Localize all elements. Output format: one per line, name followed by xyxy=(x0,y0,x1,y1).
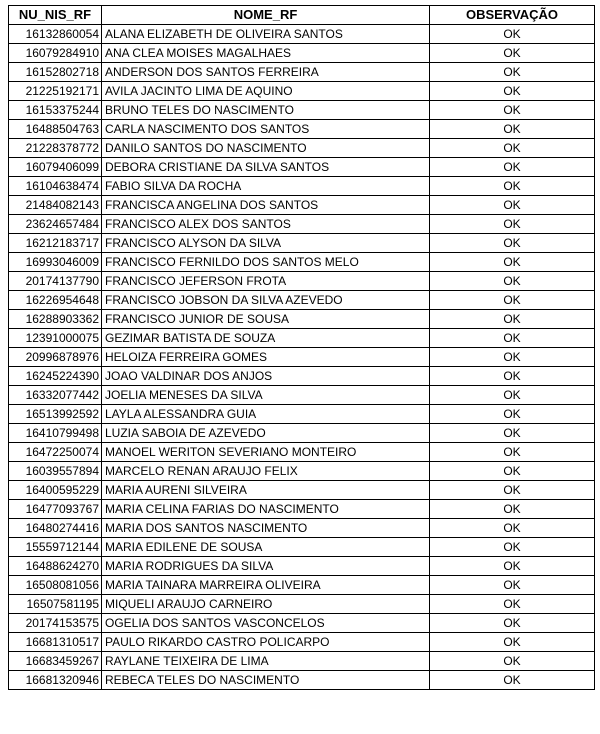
nis-cell: 16513992592 xyxy=(9,405,102,424)
nome-cell: HELOIZA FERREIRA GOMES xyxy=(102,348,430,367)
nis-cell: 16488504763 xyxy=(9,120,102,139)
nome-cell: MARCELO RENAN ARAUJO FELIX xyxy=(102,462,430,481)
table-row xyxy=(9,101,595,120)
table-row xyxy=(9,557,595,576)
table-row xyxy=(9,44,595,63)
observacao-cell: OK xyxy=(430,82,595,101)
nome-cell: FRANCISCO ALYSON DA SILVA xyxy=(102,234,430,253)
observacao-cell: OK xyxy=(430,405,595,424)
nis-cell: 16681310517 xyxy=(9,633,102,652)
observacao-cell: OK xyxy=(430,234,595,253)
observacao-cell: OK xyxy=(430,272,595,291)
nome-cell: FRANCISCO ALEX DOS SANTOS xyxy=(102,215,430,234)
nome-cell: ANA CLEA MOISES MAGALHAES xyxy=(102,44,430,63)
nis-cell: 16472250074 xyxy=(9,443,102,462)
table-body xyxy=(9,25,595,690)
table-row xyxy=(9,272,595,291)
beneficiary-table xyxy=(8,5,595,690)
observacao-cell: OK xyxy=(430,348,595,367)
nome-cell: JOAO VALDINAR DOS ANJOS xyxy=(102,367,430,386)
observacao-cell: OK xyxy=(430,367,595,386)
header-nome: NOME_RF xyxy=(102,6,430,25)
observacao-cell: OK xyxy=(430,25,595,44)
nome-cell: FABIO SILVA DA ROCHA xyxy=(102,177,430,196)
observacao-cell: OK xyxy=(430,310,595,329)
nome-cell: FRANCISCO JEFERSON FROTA xyxy=(102,272,430,291)
observacao-cell: OK xyxy=(430,500,595,519)
table-row xyxy=(9,120,595,139)
nis-cell: 16480274416 xyxy=(9,519,102,538)
observacao-cell: OK xyxy=(430,671,595,690)
nome-cell: PAULO RIKARDO CASTRO POLICARPO xyxy=(102,633,430,652)
observacao-cell: OK xyxy=(430,424,595,443)
table-row xyxy=(9,652,595,671)
nome-cell: MARIA AURENI SILVEIRA xyxy=(102,481,430,500)
observacao-cell: OK xyxy=(430,63,595,82)
table-row xyxy=(9,234,595,253)
table-row xyxy=(9,614,595,633)
table-row xyxy=(9,63,595,82)
table-row xyxy=(9,196,595,215)
nome-cell: MANOEL WERITON SEVERIANO MONTEIRO xyxy=(102,443,430,462)
nome-cell: DANILO SANTOS DO NASCIMENTO xyxy=(102,139,430,158)
nome-cell: FRANCISCO JUNIOR DE SOUSA xyxy=(102,310,430,329)
observacao-cell: OK xyxy=(430,177,595,196)
nis-cell: 12391000075 xyxy=(9,329,102,348)
nome-cell: FRANCISCO FERNILDO DOS SANTOS MELO xyxy=(102,253,430,272)
nis-cell: 16153375244 xyxy=(9,101,102,120)
nis-cell: 16410799498 xyxy=(9,424,102,443)
table-row xyxy=(9,405,595,424)
nome-cell: RAYLANE TEIXEIRA DE LIMA xyxy=(102,652,430,671)
table-row xyxy=(9,424,595,443)
nome-cell: JOELIA MENESES DA SILVA xyxy=(102,386,430,405)
observacao-cell: OK xyxy=(430,101,595,120)
observacao-cell: OK xyxy=(430,519,595,538)
nis-cell: 21484082143 xyxy=(9,196,102,215)
observacao-cell: OK xyxy=(430,291,595,310)
nis-cell: 16508081056 xyxy=(9,576,102,595)
nome-cell: MARIA DOS SANTOS NASCIMENTO xyxy=(102,519,430,538)
table-row xyxy=(9,443,595,462)
observacao-cell: OK xyxy=(430,462,595,481)
observacao-cell: OK xyxy=(430,253,595,272)
table-row xyxy=(9,139,595,158)
nome-cell: BRUNO TELES DO NASCIMENTO xyxy=(102,101,430,120)
table-row xyxy=(9,671,595,690)
nome-cell: REBECA TELES DO NASCIMENTO xyxy=(102,671,430,690)
nis-cell: 20174153575 xyxy=(9,614,102,633)
header-observacao: OBSERVAÇÃO xyxy=(430,6,595,25)
table-row xyxy=(9,519,595,538)
nome-cell: FRANCISCO JOBSON DA SILVA AZEVEDO xyxy=(102,291,430,310)
observacao-cell: OK xyxy=(430,557,595,576)
observacao-cell: OK xyxy=(430,158,595,177)
nome-cell: MARIA EDILENE DE SOUSA xyxy=(102,538,430,557)
nis-cell: 16152802718 xyxy=(9,63,102,82)
nome-cell: DEBORA CRISTIANE DA SILVA SANTOS xyxy=(102,158,430,177)
observacao-cell: OK xyxy=(430,538,595,557)
observacao-cell: OK xyxy=(430,386,595,405)
observacao-cell: OK xyxy=(430,595,595,614)
nis-cell: 15559712144 xyxy=(9,538,102,557)
nis-cell: 16226954648 xyxy=(9,291,102,310)
nis-cell: 16132860054 xyxy=(9,25,102,44)
nis-cell: 16993046009 xyxy=(9,253,102,272)
nome-cell: ANDERSON DOS SANTOS FERREIRA xyxy=(102,63,430,82)
observacao-cell: OK xyxy=(430,652,595,671)
nis-cell: 16079284910 xyxy=(9,44,102,63)
header-nis: NU_NIS_RF xyxy=(9,6,102,25)
observacao-cell: OK xyxy=(430,443,595,462)
nis-cell: 16212183717 xyxy=(9,234,102,253)
nome-cell: LAYLA ALESSANDRA GUIA xyxy=(102,405,430,424)
observacao-cell: OK xyxy=(430,633,595,652)
nis-cell: 23624657484 xyxy=(9,215,102,234)
table-row xyxy=(9,348,595,367)
nome-cell: AVILA JACINTO LIMA DE AQUINO xyxy=(102,82,430,101)
table-row xyxy=(9,310,595,329)
table-row xyxy=(9,253,595,272)
observacao-cell: OK xyxy=(430,196,595,215)
table-row xyxy=(9,82,595,101)
nis-cell: 16477093767 xyxy=(9,500,102,519)
table-row xyxy=(9,462,595,481)
observacao-cell: OK xyxy=(430,329,595,348)
nome-cell: GEZIMAR BATISTA DE SOUZA xyxy=(102,329,430,348)
table-row xyxy=(9,481,595,500)
nis-cell: 16288903362 xyxy=(9,310,102,329)
nome-cell: MARIA RODRIGUES DA SILVA xyxy=(102,557,430,576)
nis-cell: 20174137790 xyxy=(9,272,102,291)
nis-cell: 16079406099 xyxy=(9,158,102,177)
observacao-cell: OK xyxy=(430,215,595,234)
nome-cell: MIQUELI ARAUJO CARNEIRO xyxy=(102,595,430,614)
nome-cell: FRANCISCA ANGELINA DOS SANTOS xyxy=(102,196,430,215)
nis-cell: 16488624270 xyxy=(9,557,102,576)
nome-cell: ALANA ELIZABETH DE OLIVEIRA SANTOS xyxy=(102,25,430,44)
nis-cell: 16245224390 xyxy=(9,367,102,386)
table-row xyxy=(9,538,595,557)
table-row xyxy=(9,367,595,386)
header-row xyxy=(9,6,595,25)
table-row xyxy=(9,215,595,234)
nome-cell: MARIA CELINA FARIAS DO NASCIMENTO xyxy=(102,500,430,519)
table-row xyxy=(9,500,595,519)
table-row xyxy=(9,633,595,652)
nis-cell: 16332077442 xyxy=(9,386,102,405)
nis-cell: 16681320946 xyxy=(9,671,102,690)
nis-cell: 16400595229 xyxy=(9,481,102,500)
observacao-cell: OK xyxy=(430,139,595,158)
table-row xyxy=(9,177,595,196)
table-row xyxy=(9,291,595,310)
nis-cell: 21228378772 xyxy=(9,139,102,158)
table-row xyxy=(9,25,595,44)
nis-cell: 21225192171 xyxy=(9,82,102,101)
table-row xyxy=(9,576,595,595)
nome-cell: LUZIA SABOIA DE AZEVEDO xyxy=(102,424,430,443)
nis-cell: 16039557894 xyxy=(9,462,102,481)
nis-cell: 16683459267 xyxy=(9,652,102,671)
nis-cell: 16507581195 xyxy=(9,595,102,614)
nome-cell: OGELIA DOS SANTOS VASCONCELOS xyxy=(102,614,430,633)
observacao-cell: OK xyxy=(430,120,595,139)
nis-cell: 16104638474 xyxy=(9,177,102,196)
table-row xyxy=(9,595,595,614)
table-row xyxy=(9,386,595,405)
spreadsheet-sheet xyxy=(8,5,594,690)
observacao-cell: OK xyxy=(430,576,595,595)
nis-cell: 20996878976 xyxy=(9,348,102,367)
table-row xyxy=(9,158,595,177)
observacao-cell: OK xyxy=(430,481,595,500)
nome-cell: CARLA NASCIMENTO DOS SANTOS xyxy=(102,120,430,139)
observacao-cell: OK xyxy=(430,44,595,63)
table-row xyxy=(9,329,595,348)
nome-cell: MARIA TAINARA MARREIRA OLIVEIRA xyxy=(102,576,430,595)
observacao-cell: OK xyxy=(430,614,595,633)
